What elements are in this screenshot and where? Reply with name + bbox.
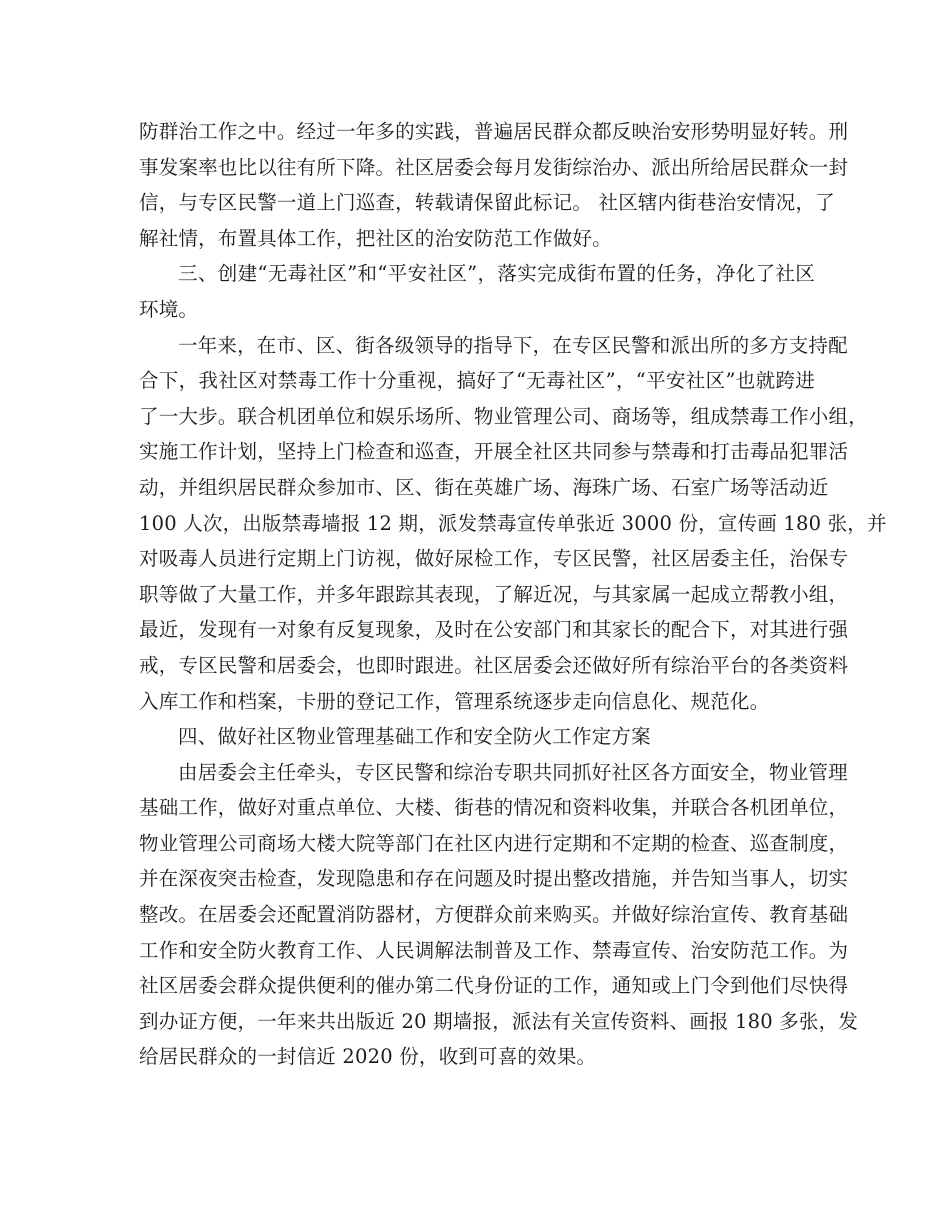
section-heading-3: 三、创建“无毒社区”和“平安社区”，落实完成街布置的任务，净化了社区 [178,262,815,286]
paragraph-start: 一年来，在市、区、街各级领导的指导下，在专区民警和派出所的多方支持配 [178,333,848,357]
text-line: 整改。在居委会还配置消防器材，方便群众前来购买。并做好综治宣传、教育基础 [139,903,849,927]
text-line: 动，并组织居民群众参加市、区、街在英雄广场、海珠广场、石室广场等活动近 [139,475,829,499]
text-line: 工作和安全防火教育工作、人民调解法制普及工作、禁毒宣传、治安防范工作。为 [139,938,849,962]
text-line: 社区居委会群众提供便利的催办第二代身份证的工作，通知或上门令到他们尽快得 [139,974,849,998]
text-line: 信，与专区民警一道上门巡查，转载请保留此标记。 社区辖内街巷治安情况，了 [139,191,835,215]
document-body [139,114,887,1075]
section-heading-4: 四、做好社区物业管理基础工作和安全防火工作定方案 [178,725,651,749]
text-line: 实施工作计划，坚持上门检查和巡查，开展全社区共同参与禁毒和打击毒品犯罪活 [139,440,849,464]
text-line: 物业管理公司商场大楼大院等部门在社区内进行定期和不定期的检查、巡查制度， [139,831,849,855]
text-line: 合下，我社区对禁毒工作十分重视，搞好了“无毒社区”，“平安社区”也就跨进 [139,369,815,393]
text-line: 并在深夜突击检查，发现隐患和存在问题及时提出整改措施，并告知当事人，切实 [139,867,849,891]
text-line: 100 人次，出版禁毒墙报 12 期，派发禁毒宣传单张近 3000 份，宣传画 180 张，并 [139,511,887,535]
text-line: 了一大步。联合机团单位和娱乐场所、物业管理公司、商场等，组成禁毒工作小组， [139,404,868,428]
paragraph-start: 由居委会主任牵头，专区民警和综治专职共同抓好社区各方面安全，物业管理 [178,760,848,784]
text-line: 给居民群众的一封信近 2020 份，收到可喜的效果。 [139,1045,597,1069]
text-line: 对吸毒人员进行定期上门访视，做好尿检工作，专区民警，社区居委主任，治保专 [139,547,849,571]
text-line: 环境。 [139,297,199,321]
text-line: 到办证方便，一年来共出版近 20 期墙报，派法有关宣传资料、画报 180 多张，发 [139,1009,859,1033]
text-line: 职等做了大量工作，并多年跟踪其表现，了解近况，与其家属一起成立帮教小组， [139,582,849,606]
text-line: 入库工作和档案，卡册的登记工作，管理系统逐步走向信息化、规范化。 [139,689,770,713]
text-line: 事发案率也比以往有所下降。社区居委会每月发街综治办、派出所给居民群众一封 [139,155,849,179]
text-line: 最近，发现有一对象有反复现象，及时在公安部门和其家长的配合下，对其进行强 [139,618,849,642]
text-line: 基础工作，做好对重点单位、大楼、街巷的情况和资料收集，并联合各机团单位， [139,796,849,820]
text-line: 戒，专区民警和居委会，也即时跟进。社区居委会还做好所有综治平台的各类资料 [139,653,849,677]
text-line: 防群治工作之中。经过一年多的实践，普遍居民群众都反映治安形势明显好转。刑 [139,120,849,143]
text-line: 解社情，布置具体工作，把社区的治安防范工作做好。 [139,226,612,250]
